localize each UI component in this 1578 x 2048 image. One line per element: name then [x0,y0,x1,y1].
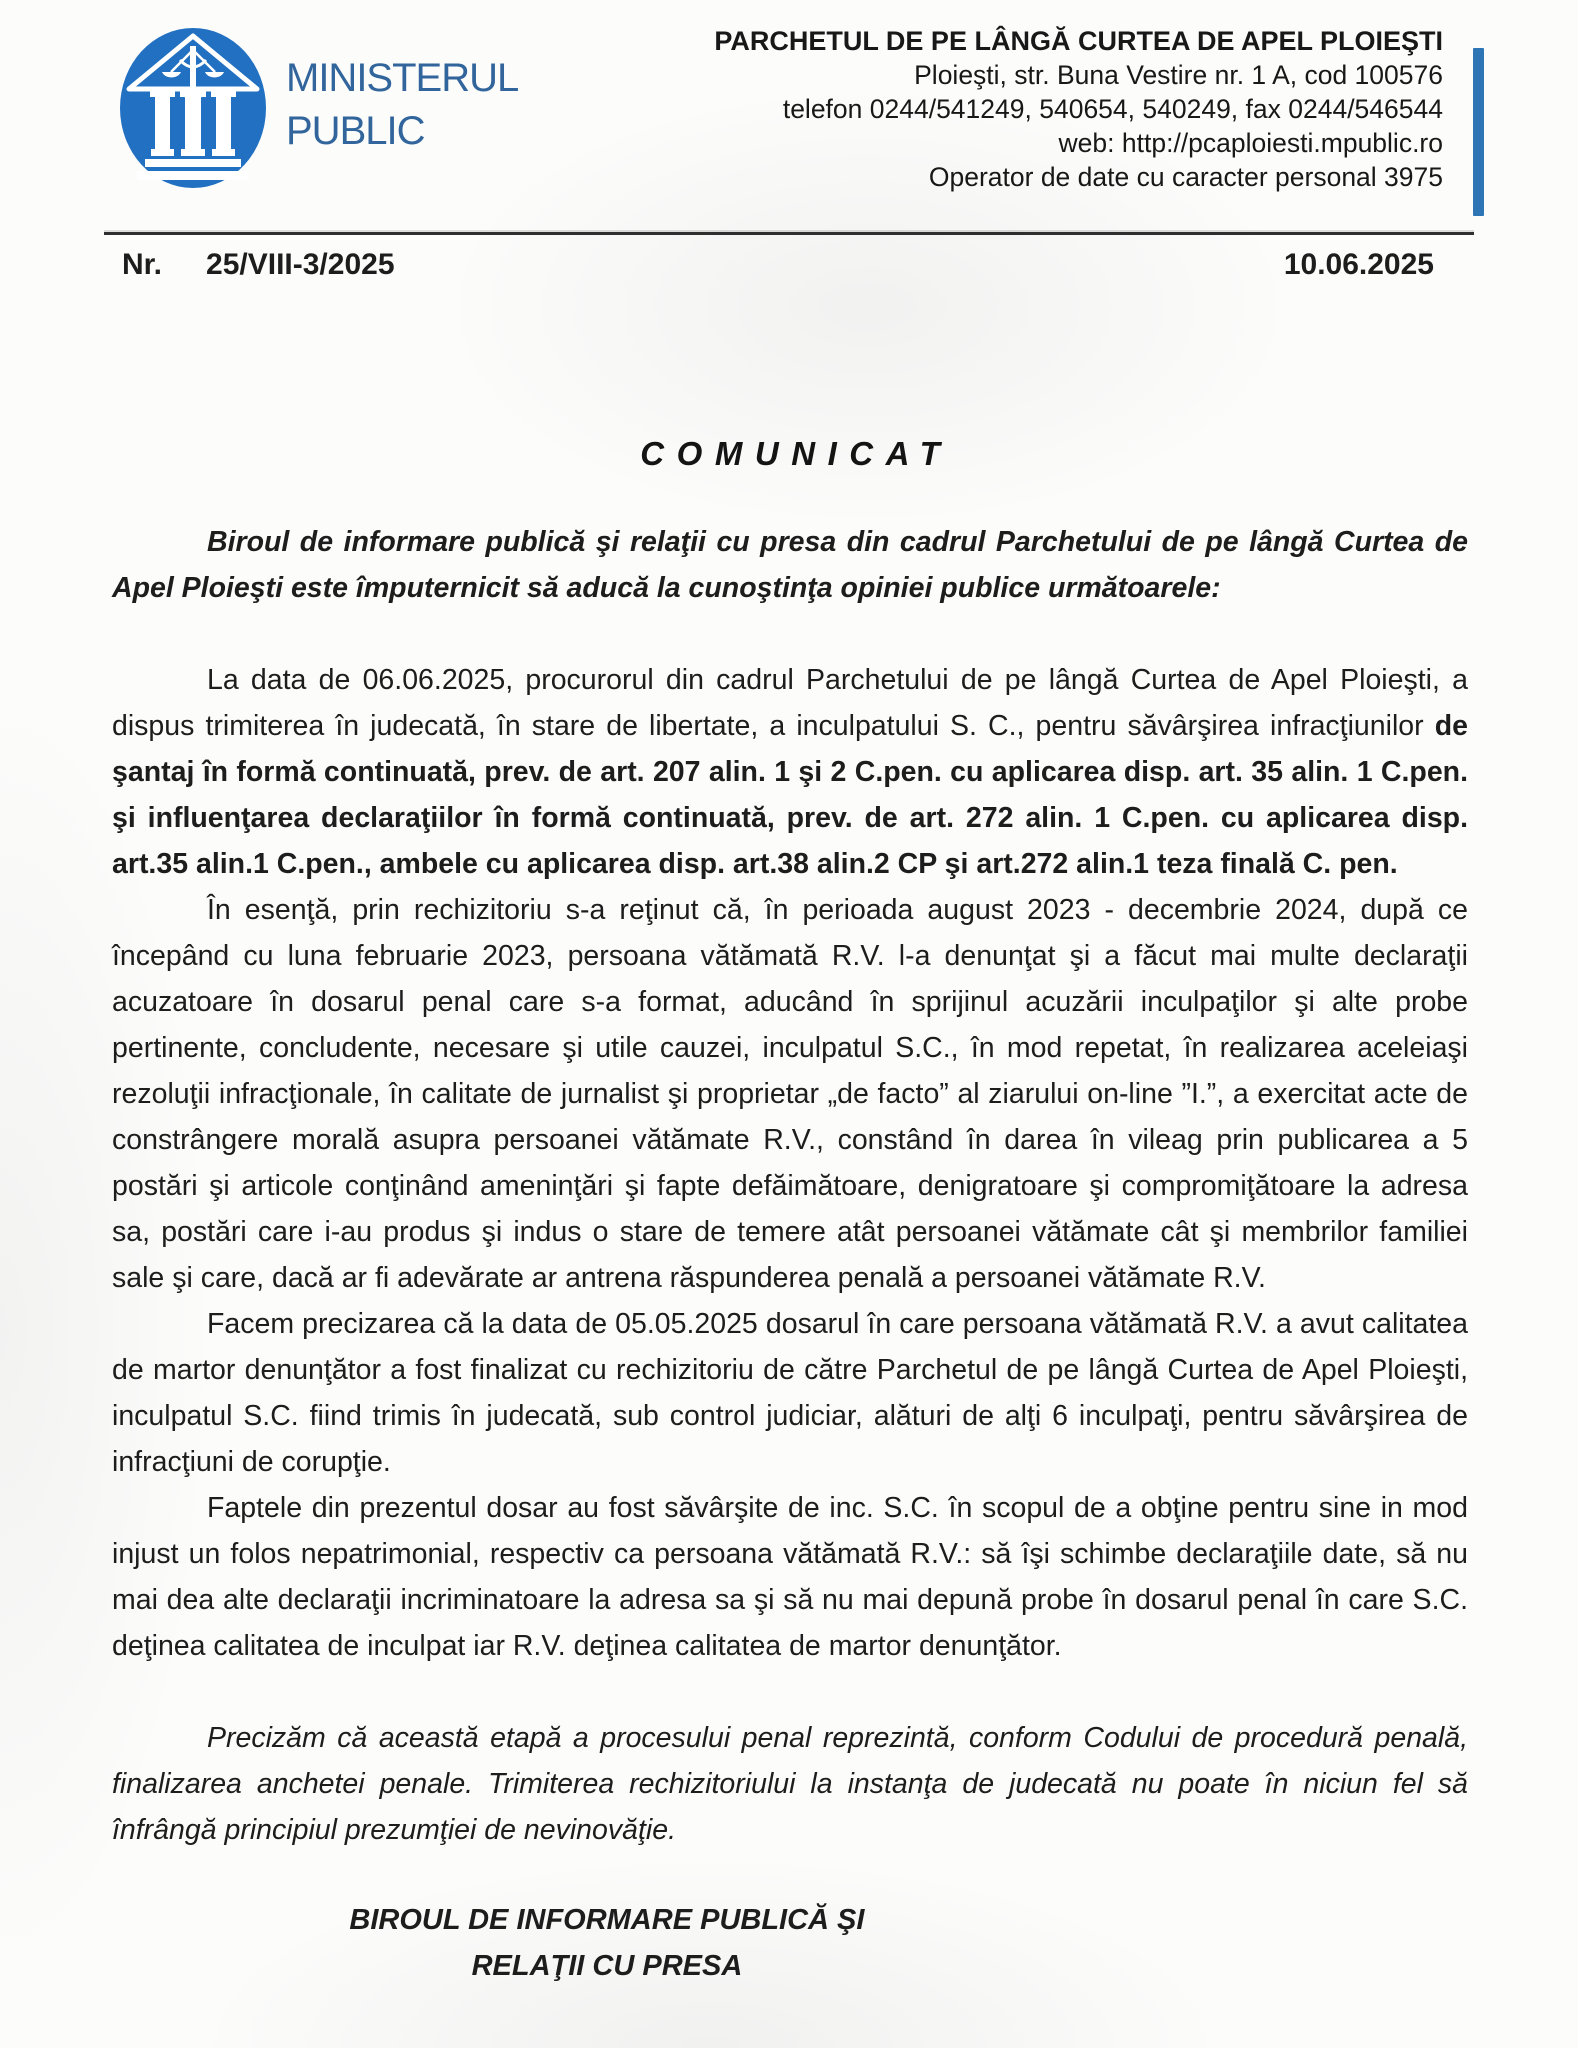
letterhead [0,0,1578,232]
office-address: Ploieşti, str. Buna Vestire nr. 1 A, cod 100576 [914,60,1443,90]
body-paragraph-1 [112,657,1468,887]
reference-number [122,245,395,285]
paragraph-1-bold-charges-text: de şantaj în formă continuată, prev. de art. 207 alin. 1 şi 2 C.pen. cu aplicarea disp. art. 35 alin. 1 C.pen. şi influenţarea declaraţiilor în formă continuată, prev. de art. 272 alin. 1 C.pen. cu aplicarea disp. art.35 alin.1 C.pen., ambele cu aplicarea disp. art.38 alin.2 CP şi art.272 alin.1 teza finală C. pen. [112,710,1468,880]
reference-value: 25/VIII-3/2025 [206,248,395,281]
letterhead-contact-block [714,24,1443,194]
signature-line1: BIROUL DE INFORMARE PUBLICĂ ŞI [349,1904,865,1936]
office-website: web: http://pcaploiesti.mpublic.ro [1058,128,1443,158]
office-phone-fax: telefon 0244/541249, 540654, 540249, fax 0244/546544 [782,94,1443,124]
org-name-line1: MINISTERUL [286,56,519,100]
body-paragraph-4: Faptele din prezentul dosar au fost săvârşite de inc. S.C. în scopul de a obţine pentru sine in mod injust un folos nepatrimonial, respectiv ca persoana vătămată R.V.: să îşi schimbe declaraţiile date, să nu mai dea alte declaraţii incriminatoare la adresa sa şi să nu mai depună probe în dosarul penal în care S.C. deţinea calitatea de inculpat iar R.V. deţinea calitatea de martor denunţător. [112,1492,1468,1662]
org-name [286,52,518,158]
document-title: COMUNICAT [640,435,953,472]
intro-paragraph: Biroul de informare publică şi relaţii cu presa din cadrul Parchetului de pe lângă Curtea de Apel Ploieşti este împuternicit să aducă la cunoştinţa opiniei publice următoarele: [112,526,1468,604]
body-paragraph-3: Facem precizarea că la data de 05.05.2025 dosarul în care persoana vătămată R.V. a avut calitatea de martor denunţător a fost finalizat cu rechizitoriu de către Parchetul de pe lângă Curtea de Apel Ploieşti, inculpatul S.C. fiind trimis în judecată, sub control judiciar, alături de alţi 6 inculpaţi, pentru săvârşirea de infracţiuni de corupţie. [112,1308,1468,1478]
body-paragraph-2: În esenţă, prin rechizitoriu s-a reţinut că, în perioada august 2023 - decembrie 2024, după ce începând cu luna februarie 2023, persoana vătămată R.V. l-a denunţat şi a făcut mai multe declaraţii acuzatoare în dosarul penal care s-a format, aducând în sprijinul acuzării inculpaţilor şi alte probe pertinente, concludente, necesare şi utile cauzei, inculpatul S.C., în mod repetat, în realizarea aceleiaşi rezoluţii infracţionale, în calitate de jurnalist şi proprietar „de facto” al ziarului on-line ”I.”, a exercitat acte de constrângere morală asupra persoanei vătămate R.V., constând în darea în vileag prin publicarea a 5 postări şi articole conţinând ameninţări şi fapte defăimătoare, denigratoare şi compromiţătoare la adresa sa, postări care i-au produs şi indus o stare de temere atât persoanei vătămate cât şi membrilor familiei sale şi care, dacă ar fi adevărate ar antrena răspunderea penală a persoanei vătămate R.V. [112,894,1468,1294]
org-name-line2: PUBLIC [286,109,425,153]
ministerul-public-justice-logo-icon [118,26,268,190]
signature-line2: RELAŢII CU PRESA [471,1950,743,1982]
document-date: 10.06.2025 [1283,248,1434,281]
paragraph-1-normal-text: La data de 06.06.2025, procurorul din cadrul Parchetului de pe lângă Curtea de Apel Ploieşti, a dispus trimiterea în judecată, în stare de libertate, a inculpatului S. C., pentru săvârşirea infracţiunilor [112,664,1468,742]
blue-accent-bar [1473,48,1484,216]
presumption-of-innocence-note: Precizăm că această etapă a procesului penal reprezintă, conform Codului de procedură penală, finalizarea anchetei penale. Trimiterea rechizitoriului la instanţa de judecată nu poate în niciun fel să înfrângă principiul prezumţiei de nevinovăţie. [112,1722,1468,1846]
document-body [0,435,1578,1989]
reference-row [0,235,1578,285]
office-name: PARCHETUL DE PE LÂNGĂ CURTEA DE APEL PLOIEŞTI [714,26,1443,56]
signature-block [112,1897,1102,1989]
data-operator-number: Operator de date cu caracter personal 3975 [928,162,1443,192]
reference-label: Nr. [122,248,163,281]
